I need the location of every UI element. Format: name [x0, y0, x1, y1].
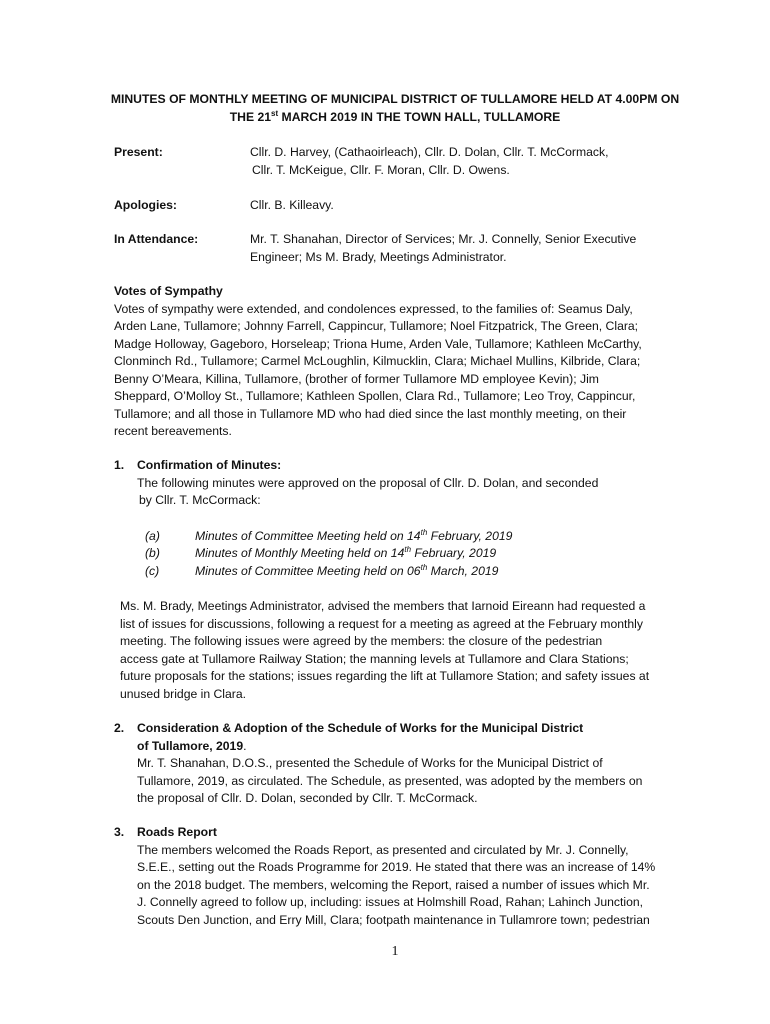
- item-2-heading-line-2: [137, 738, 682, 756]
- apologies-label: Apologies:: [114, 198, 177, 212]
- minute-suffix: th: [420, 527, 428, 537]
- sympathy-line: Clonminch Rd., Tullamore; Carmel McLoughlin, Kilmucklin, Clara; Michael Mullins, Kilbride, Clara;: [114, 354, 641, 368]
- minute-item-b: [195, 545, 496, 563]
- present-line-1: Cllr. D. Harvey, (Cathaoirleach), Cllr. D. Dolan, Cllr. T. McCormack,: [250, 145, 609, 159]
- sympathy-line: Tullamore; and all those in Tullamore MD who had died since the last monthly meeting, on their: [114, 406, 627, 421]
- paragraph-line: Scouts Den Junction, and Erry Mill, Clara; footpath maintenance in Tullamrore town; pedestrian: [137, 912, 650, 927]
- paragraph-line: S.E.E., setting out the Roads Programme for 2019. He stated that there was an increase of 14%: [137, 860, 656, 874]
- sympathy-line: Madge Holloway, Gageboro, Horseleap; Triona Hume, Arden Vale, Tullamore; Kathleen McCarthy,: [114, 336, 642, 351]
- minute-label-b: (b): [145, 546, 160, 560]
- apologies-value: Cllr. B. Killeavy.: [250, 198, 334, 212]
- minute-date: February, 2019: [427, 529, 513, 543]
- minute-label-a: (a): [145, 529, 160, 543]
- minute-text: Minutes of Committee Meeting held on 14: [195, 529, 421, 543]
- paragraph-line: J. Connelly agreed to follow up, including: issues at Holmshill Road, Rahan; Lahinch Junction,: [137, 895, 644, 909]
- paragraph-line: future proposals for the stations; issues regarding the lift at Tullamore Station; and safety issues at: [120, 669, 650, 683]
- sympathy-heading: Votes of Sympathy: [114, 284, 223, 298]
- sympathy-line: recent bereavements.: [114, 424, 232, 438]
- page-number: 1: [391, 944, 399, 959]
- minute-text: Minutes of Monthly Meeting held on 14: [195, 546, 405, 560]
- sympathy-line: Benny O’Meara, Killina, Tullamore, (brother of former Tullamore MD employee Kevin); Jim: [114, 371, 599, 386]
- minute-suffix: th: [404, 544, 412, 554]
- paragraph-line: Tullamore, 2019, as circulated. The Schedule, as presented, was adopted by the members on: [137, 773, 643, 788]
- paragraph-line: access gate at Tullamore Railway Station; the manning levels at Tullamore and Clara Stations;: [120, 651, 629, 666]
- paragraph-line: on the 2018 budget. The members, welcoming the Report, raised a number of issues which Mr.: [137, 877, 650, 892]
- paragraph-line: The members welcomed the Roads Report, as presented and circulated by Mr. J. Connelly,: [137, 842, 629, 857]
- sympathy-line: Arden Lane, Tullamore; Johnny Farrell, Cappincur, Tullamore; Noel Fitzpatrick, The Green, Clara;: [114, 319, 639, 333]
- sympathy-section: [114, 283, 679, 441]
- title-line-2: [100, 108, 690, 126]
- item-2-number: 2.: [114, 721, 125, 735]
- attendance-label: In Attendance:: [114, 232, 199, 246]
- item-2-heading-line-1: Consideration & Adoption of the Schedule of Works for the Municipal District: [137, 721, 584, 735]
- item-3-body: [137, 824, 682, 929]
- minute-item-a: [195, 528, 512, 546]
- item-1-number: 1.: [114, 458, 125, 472]
- document-title: [100, 90, 690, 126]
- paragraph-line: list of issues for discussions, following a request for a meeting as agreed at the February monthly: [120, 616, 643, 631]
- item-1-body: [137, 457, 682, 510]
- paragraph-line: the proposal of Cllr. D. Dolan, seconded by Cllr. T. McCormack.: [137, 791, 478, 805]
- item-2-heading-tail: .: [243, 738, 247, 753]
- attendance-line-2: Engineer; Ms M. Brady, Meetings Administrator.: [250, 249, 507, 264]
- present-label: Present:: [114, 145, 163, 159]
- minute-item-c: [195, 563, 498, 581]
- paragraph-line: Ms. M. Brady, Meetings Administrator, advised the members that Iarnoid Eireann had requested a: [120, 599, 646, 613]
- present-value: [250, 144, 680, 179]
- title-date-day: THE 21: [229, 110, 272, 124]
- minute-label-c: (c): [145, 564, 160, 578]
- item-3-number: 3.: [114, 825, 125, 839]
- paragraph-line: unused bridge in Clara.: [120, 686, 247, 701]
- item-1-intro-line-1: The following minutes were approved on the proposal of Cllr. D. Dolan, and seconded: [137, 475, 599, 490]
- attendance-value: [250, 231, 680, 266]
- item-1-heading: Confirmation of Minutes:: [137, 458, 282, 472]
- title-line-1: MINUTES OF MONTHLY MEETING OF MUNICIPAL DISTRICT OF TULLAMORE HELD AT 4.00PM ON: [110, 92, 680, 106]
- paragraph-line: Mr. T. Shanahan, D.O.S., presented the Schedule of Works for the Municipal District of: [137, 756, 603, 770]
- item-2-heading-text: of Tullamore, 2019: [137, 738, 244, 753]
- minute-date: February, 2019: [411, 546, 497, 560]
- item-1-intro-line-2: by Cllr. T. McCormack:: [139, 493, 261, 507]
- attendance-line-1: Mr. T. Shanahan, Director of Services; Mr. J. Connelly, Senior Executive: [250, 232, 637, 246]
- paragraph-line: meeting. The following issues were agreed by the members: the closure of the pedestrian: [120, 634, 603, 648]
- title-date-rest: MARCH 2019 IN THE TOWN HALL, TULLAMORE: [278, 110, 561, 124]
- minute-text: Minutes of Committee Meeting held on 06: [195, 564, 421, 578]
- item-3-heading: Roads Report: [137, 825, 217, 839]
- sympathy-line: Votes of sympathy were extended, and condolences expressed, to the families of: Seamus Daly,: [114, 301, 633, 316]
- item-1-paragraph: [120, 598, 682, 703]
- item-2-body: [137, 720, 682, 808]
- minute-date: March, 2019: [427, 564, 499, 578]
- present-line-2: Cllr. T. McKeigue, Cllr. F. Moran, Cllr. D. Owens.: [252, 162, 510, 177]
- title-date-suffix: st: [271, 108, 279, 118]
- sympathy-line: Sheppard, O’Molloy St., Tullamore; Kathleen Spollen, Clara Rd., Tullamore; Leo Troy, Cappincur,: [114, 389, 636, 403]
- minute-suffix: th: [420, 562, 428, 572]
